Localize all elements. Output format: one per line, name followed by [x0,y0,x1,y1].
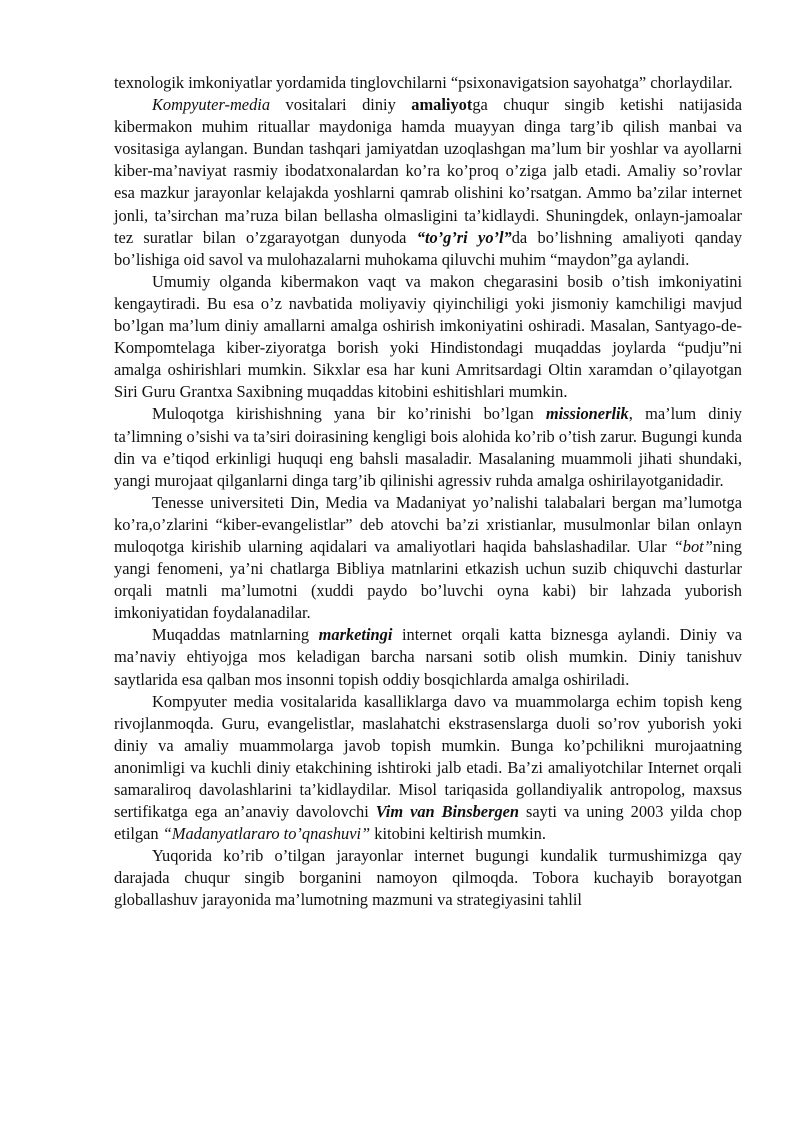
emphasized-text: “bot” [673,536,713,556]
text-run: internet orqali katta biznesga aylandi. Diniy va ma’naviy ehtiyojga mos keladigan barcha narsani sotib olish mumkin. Diniy tanishuv saytlarida esa qalban mos insonni topish oddiy bosqichlarda amalga oshiriladi. [114,625,742,689]
emphasized-text: missionerlik [545,404,629,424]
text-run: sayti va uning 2003 yilda chop etilgan [114,802,743,844]
text-run: Umumiy olganda kibermakon vaqt va makon chegarasini bosib o’tish imkoniyatini kengaytiradi. Bu esa o’z navbatida moliyaviy qiyinchiligi yoki jismoniy kamchiligi mavjud bo’lgan ma’lum diniy amallarni amalga oshirish imkoniyatini oshiradi. Masalan, Santyago-de-Kompomtelaga kiber-ziyoratga borish yoki Hindistondagi muqaddas joylarda “pudju”ni amalga oshirishlari mumkin. Sikxlar esa har kuni Amritsardagi Oltin xaramdan o’qilayotgan Siri Guru Grantxa Saxibning muqaddas kitobini eshitishlari mumkin. [114,271,742,402]
text-run: ga chuqur singib ketishi natijasida kibermakon muhim rituallar maydoniga hamda muayyan dinga targ’ib qilish manbai va vositasiga aylangan. Bundan tashqari jamiyatdan uzoqlashgan ma’lum bir yoshlar va ayollarni kiber-ma’naviyat rasmiy ibodatxonalardan ko’ra ko’proq o’ziga jalb etadi. Amaliy so’rovlar esa mazkur jarayonlar kelajakda yoshlarni qamrab olishini ko’rsatgan. Ammo ba’zilar internet jonli, ta’sirchan ma’ruza bilan bellasha olmasligini ta’kidlaydi. Shuningdek, onlayn-jamoalar tez suratlar bilan o’zgarayotgan dunyoda [114,95,742,247]
paragraph [114,72,742,94]
paragraph [114,691,742,846]
text-run: Yuqorida ko’rib o’tilgan jarayonlar internet bugungi kundalik turmushimizga qay darajada chuqur singib borganini namoyon qilmoqda. Tobora kuchayib borayotgan globallashuv jarayonida ma’lumotning mazmuni va strategiyasini tahlil [114,846,742,910]
text-run: texnologik imkoniyatlar yordamida tinglovchilarni “psixonavigatsion sayohatga” chorlaydilar. [114,73,733,92]
emphasized-text: “Madanyatlararo to’qnashuvi” [162,824,371,844]
paragraph [114,271,742,404]
text-run: vositalari diniy [270,95,412,115]
text-run: ning yangi fenomeni, ya’ni chatlarga Bibliya matnlarini etkazish uchun suzib chiquvchi dasturlar orqali matnli ma’lumotni (xuddi paydo bo’luvchi oyna kabi) bir lahzada yuborish imkoniyatidan foydalanadilar. [114,536,742,623]
paragraph [114,492,742,625]
text-run: da bo’lishning amaliyoti qanday bo’lishiga oid savol va mulohazalarni muhokama qiluvchi muhim “maydon”ga aylandi. [114,227,743,269]
text-run: Tenesse universiteti Din, Media va Madaniyat yo’nalishi talabalari bergan ma’lumotga ko’ra,o’zlarini “kiber-evangelistlar” deb atovchi ba’zi xristianlar, musulmonlar bilan onlayn muloqotga kirishib ularning aqidalari va amaliyotlari haqida bahslashadilar. Ular [114,492,742,556]
emphasized-text: Kompyuter-media [152,95,271,115]
paragraph [114,845,742,911]
emphasized-text: amaliyot [411,95,473,115]
paragraph [114,624,742,690]
paragraph [114,403,742,491]
emphasized-text: “to’g’ri yo’l” [416,227,512,247]
paragraph [114,94,742,271]
emphasized-text: marketingi [318,625,393,645]
text-run: Muloqotga kirishishning yana bir ko’rinishi bo’lgan [152,404,546,424]
text-run: kitobini keltirish mumkin. [370,824,546,844]
text-run: Muqaddas matnlarning [152,625,319,645]
document-page [114,72,742,912]
emphasized-text: Vim van Binsbergen [375,802,520,822]
text-run: Kompyuter media vositalarida kasalliklarga davo va muammolarga echim topish keng rivojlanmoqda. Guru, evangelistlar, maslahatchi ekstrasenslarga duoli so’rov yuborish yoki diniy va amaliy muammolarga javob topish mumkin. Bunga ko’pchilikni murojaatning anonimligi va kuchli diniy etakchining ishtiroki jalb etadi. Ba’zi amaliyotchilar Internet orqali samaraliroq davolashlarini ta’kidlaydilar. Misol tariqasida gollandiyalik antropolog, maxsus sertifikatga ega an’anaviy davolovchi [114,691,742,822]
text-run: , ma’lum diniy ta’limning o’sishi va ta’siri doirasining kengligi bois alohida ko’rib o’tish zarur. Bugungi kunda din va e’tiqod erkinligi huquqi eng bahsli masaladir. Masalaning muammoli jihati shundaki, yangi murojaat qilganlarni dinga targ’ib qilinishi agressiv ruhda amalga oshirilayotganidadir. [114,404,742,490]
